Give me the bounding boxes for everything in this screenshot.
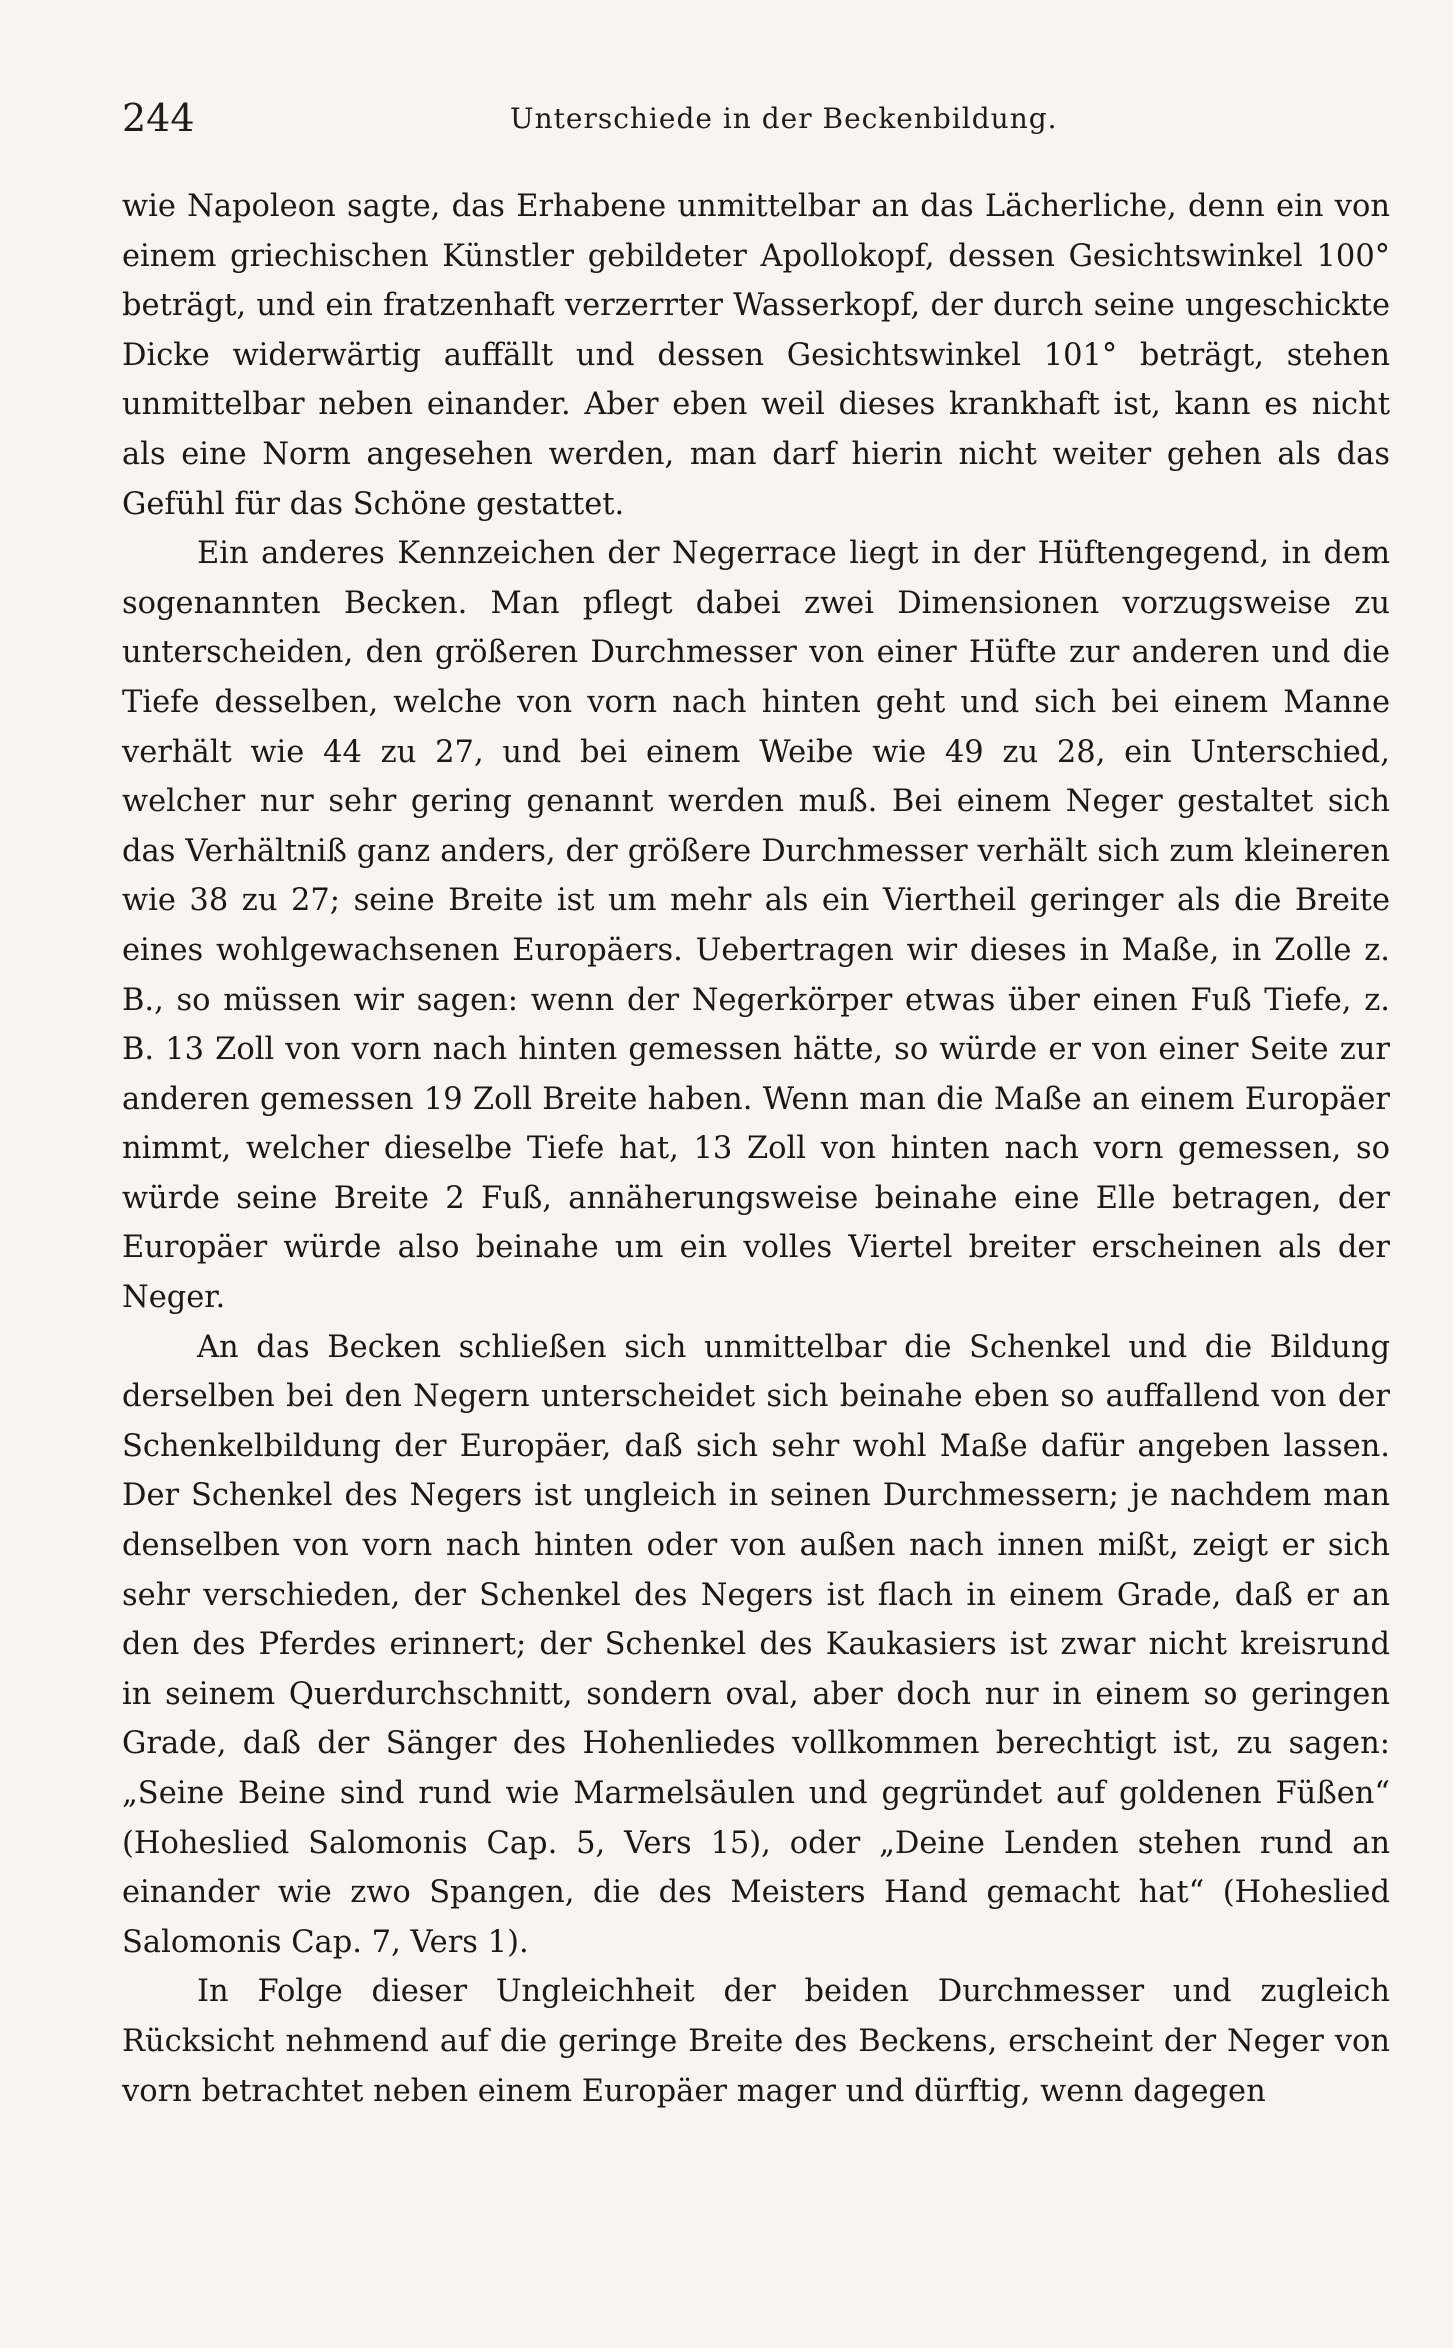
paragraph-pelvis: Ein anderes Kennzeichen der Negerrace liegt in der Hüftengegend, in dem sogenannten Becken. Man pflegt dabei zwei Dimensionen vorzugsweise zu unterscheiden, den größeren Durchmesser von einer Hüfte zur anderen und die Tiefe desselben, welche von vorn nach hinten geht und sich bei einem Manne verhält wie 44 zu 27, und bei einem Weibe wie 49 zu 28, ein Unterschied, welcher nur sehr gering genannt werden muß. Bei einem Neger gestaltet sich das Verhältniß ganz anders, der größere Durchmesser verhält sich zum kleineren wie 38 zu 27; seine Breite ist um mehr als ein Viertheil geringer als die Breite eines wohlgewachsenen Europäers. Uebertragen wir dieses in Maße, in Zolle z. B., so müssen wir sagen: wenn der Negerkörper etwas über einen Fuß Tiefe, z. B. 13 Zoll von vorn nach hinten gemessen hätte, so würde er von einer Seite zur anderen gemessen 19 Zoll Breite haben. Wenn man die Maße an einem Europäer nimmt, welcher dieselbe Tiefe hat, 13 Zoll von hinten nach vorn gemessen, so würde seine Breite 2 Fuß, annäherungsweise beinahe eine Elle betragen, der Europäer würde also beinahe um ein volles Viertel breiter erscheinen als der Neger. bbox=[122, 536, 1390, 1316]
page-header bbox=[122, 96, 1392, 156]
page-number: 244 bbox=[122, 96, 195, 140]
paragraph-continuation: wie Napoleon sagte, das Erhabene unmittelbar an das Lächerliche, denn ein von einem griechischen Künstler gebildeter Apollokopf, dessen Gesichtswinkel 100° beträgt, und ein fratzenhaft verzerrter Wasserkopf, der durch seine ungeschickte Dicke widerwärtig auffällt und dessen Gesichtswinkel 101° beträgt, stehen unmittelbar neben einander. Aber eben weil dieses krankhaft ist, kann es nicht als eine Norm angesehen werden, man darf hierin nicht weiter gehen als das Gefühl für das Schöne gestattet. bbox=[122, 189, 1390, 522]
paragraph-thighs: An das Becken schließen sich unmittelbar die Schenkel und die Bildung derselben bei den Negern unterscheidet sich beinahe eben so auffallend von der Schenkelbildung der Europäer, daß sich sehr wohl Maße dafür angeben lassen. Der Schenkel des Negers ist ungleich in seinen Durchmessern; je nachdem man denselben von vorn nach hinten oder von außen nach innen mißt, zeigt er sich sehr verschieden, der Schenkel des Negers ist flach in einem Grade, daß er an den des Pferdes erinnert; der Schenkel des Kaukasiers ist zwar nicht kreisrund in seinem Querdurchschnitt, sondern oval, aber doch nur in einem so geringen Grade, daß der Sänger des Hohenliedes vollkommen berechtigt ist, zu sagen: „Seine Beine sind rund wie Marmelsäulen und gegründet auf goldenen Füßen“ (Hoheslied Salomonis Cap. 5, Vers 15), oder „Deine Lenden stehen rund an einander wie zwo Spangen, die des Meisters Hand gemacht hat“ (Hoheslied Salomonis Cap. 7, Vers 1). bbox=[122, 1329, 1390, 1960]
paragraph-consequence: In Folge dieser Ungleichheit der beiden Durchmesser und zugleich Rücksicht nehmend auf die geringe Breite des Beckens, erscheint der Neger von vorn betrachtet neben einem Europäer mager und dürftig, wenn dagegen bbox=[122, 1974, 1390, 2109]
running-title: Unterschiede in der Beckenbildung. bbox=[510, 102, 1058, 135]
body-text bbox=[122, 182, 1390, 2116]
